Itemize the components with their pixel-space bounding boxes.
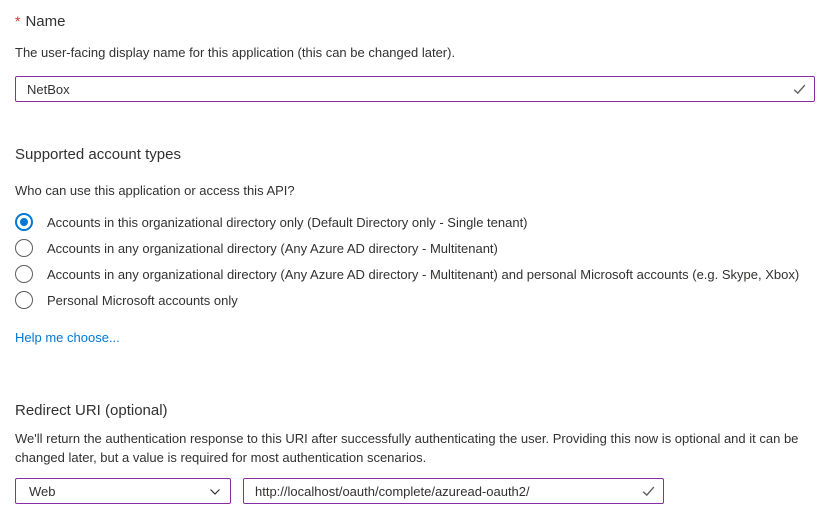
check-icon xyxy=(641,484,656,499)
name-input-wrapper xyxy=(15,76,815,102)
radio-option-label: Personal Microsoft accounts only xyxy=(47,292,238,308)
name-input[interactable] xyxy=(15,76,815,102)
radio-option-label: Accounts in any organizational directory (Any Azure AD directory - Multitenant) and personal Microsoft accounts (e.g. Skype, Xbox) xyxy=(47,266,800,282)
redirect-uri-description: We'll return the authentication response to this URI after successfully authenticating the user. Providing this now is optional and it can be changed later, but a value is required for most authentication scenarios. xyxy=(15,431,799,465)
redirect-uri-heading: Redirect URI (optional) xyxy=(15,402,168,419)
radio-option-multitenant[interactable] xyxy=(15,235,815,261)
required-asterisk: * xyxy=(15,13,21,29)
supported-account-types-heading: Supported account types xyxy=(15,146,181,163)
radio-option-label: Accounts in any organizational directory (Any Azure AD directory - Multitenant) xyxy=(47,240,498,256)
platform-select[interactable] xyxy=(15,478,231,504)
check-icon xyxy=(792,82,807,97)
radio-option-personal-only[interactable] xyxy=(15,287,815,313)
radio-unselected-icon xyxy=(15,291,33,309)
radio-option-label: Accounts in this organizational directory only (Default Directory only - Single tenant) xyxy=(47,214,528,230)
name-label: Name xyxy=(25,13,66,30)
account-types-question: Who can use this application or access this API? xyxy=(15,183,295,198)
radio-option-single-tenant[interactable] xyxy=(15,209,815,235)
help-me-choose-link[interactable]: Help me choose... xyxy=(15,330,120,345)
redirect-uri-input-wrapper xyxy=(243,478,664,504)
redirect-uri-controls xyxy=(15,478,815,504)
chevron-down-icon xyxy=(207,484,222,499)
redirect-uri-input[interactable] xyxy=(243,478,664,504)
radio-selected-icon xyxy=(15,213,33,231)
name-description: The user-facing display name for this application (this can be changed later). xyxy=(15,45,456,60)
platform-select-value: Web xyxy=(29,483,56,499)
radio-unselected-icon xyxy=(15,265,33,283)
name-field-heading xyxy=(15,11,815,32)
radio-option-multitenant-personal[interactable] xyxy=(15,261,815,287)
account-type-radio-group xyxy=(15,209,815,313)
radio-unselected-icon xyxy=(15,239,33,257)
